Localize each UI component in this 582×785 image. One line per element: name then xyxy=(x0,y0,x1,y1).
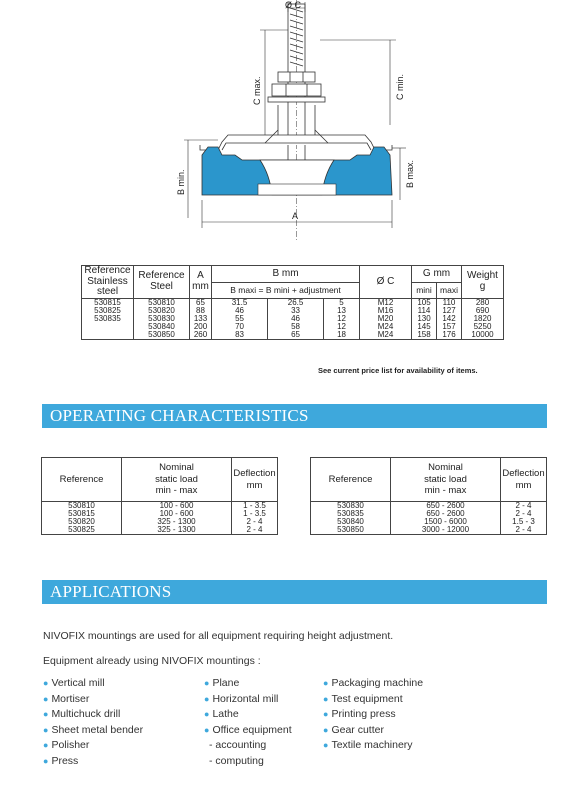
list-item-label: Plane xyxy=(212,677,240,689)
cell-adjustment: 12 xyxy=(324,323,360,331)
header-g-maxi: maxi xyxy=(437,283,462,298)
list-item xyxy=(43,692,143,708)
bullet-icon: ● xyxy=(43,709,49,720)
header-load-line1: Nominal xyxy=(159,462,194,474)
bullet-icon: ● xyxy=(43,740,49,751)
header-load-line3: min - max xyxy=(155,485,198,497)
header-deflection-line2: mm xyxy=(515,479,532,491)
bullet-icon: ● xyxy=(43,693,49,704)
cell-steel: 530820 xyxy=(134,307,190,315)
operating-table-right xyxy=(310,457,547,535)
list-item-label: Packaging machine xyxy=(331,677,424,689)
cell-g-maxi: 157 xyxy=(437,323,462,331)
header-load xyxy=(391,458,501,502)
list-item-label: Vertical mill xyxy=(51,677,105,689)
cell-g-mini: 130 xyxy=(412,315,437,323)
list-item-label: Lathe xyxy=(212,708,239,721)
header-load-line3: min - max xyxy=(424,485,467,497)
list-item-label: Office equipment xyxy=(212,723,292,736)
cell-stainless: 530815 xyxy=(82,298,134,307)
cell-g-mini: 158 xyxy=(412,331,437,340)
header-deflection-line2: mm xyxy=(246,479,263,491)
operating-characteristics-banner: OPERATING CHARACTERISTICS xyxy=(42,404,547,428)
cell-deflection: 1.5 - 3 xyxy=(501,518,547,526)
cell-b-mini: 65 xyxy=(268,331,324,340)
cell-b-maxi: 83 xyxy=(212,331,268,340)
header-b-sub: B maxi = B mini + adjustment xyxy=(212,283,360,298)
cell-weight: 10000 xyxy=(462,331,504,340)
header-load-line2: static load xyxy=(155,473,198,485)
cell-load: 650 - 2600 xyxy=(391,502,501,511)
cell-adjustment: 5 xyxy=(324,298,360,307)
cell-reference: 530815 xyxy=(42,510,122,518)
header-deflection-line1: Deflection xyxy=(502,468,545,480)
label-c-max: C max. xyxy=(252,76,262,105)
applications-banner: APPLICATIONS xyxy=(42,580,547,604)
list-item-label: Horizontal mill xyxy=(212,692,279,705)
cell-g-mini: 145 xyxy=(412,323,437,331)
cell-b-mini: 46 xyxy=(268,315,324,323)
list-item xyxy=(204,692,292,708)
applications-already-using: Equipment already using NIVOFIX mountings : xyxy=(43,655,261,667)
header-weight-label: Weight xyxy=(467,270,498,282)
cell-load: 650 - 2600 xyxy=(391,510,501,518)
cell-stainless: 530825 xyxy=(82,307,134,315)
cell-stainless xyxy=(82,323,134,331)
cell-a: 88 xyxy=(190,307,212,315)
cell-reference: 530835 xyxy=(311,510,391,518)
applications-column-3 xyxy=(323,676,423,754)
list-item xyxy=(323,738,423,754)
list-item xyxy=(43,676,143,692)
list-item-label: Sheet metal bender xyxy=(51,723,144,736)
label-b-max: B max. xyxy=(405,159,415,188)
cell-load: 325 - 1300 xyxy=(122,526,232,535)
cell-adjustment: 12 xyxy=(324,315,360,323)
list-item xyxy=(43,754,143,770)
dimensions-table xyxy=(81,265,504,340)
bullet-icon: ● xyxy=(43,724,49,735)
cell-reference: 530840 xyxy=(311,518,391,526)
cell-a: 260 xyxy=(190,331,212,340)
list-subitem: - computing xyxy=(209,754,264,767)
header-deflection xyxy=(501,458,547,502)
label-c-min: C min. xyxy=(395,73,405,100)
header-a-label: A xyxy=(197,270,204,282)
cell-stainless: 530835 xyxy=(82,315,134,323)
cell-weight: 5250 xyxy=(462,323,504,331)
bullet-icon: ● xyxy=(43,755,49,766)
applications-intro: NIVOFIX mountings are used for all equipment requiring height adjustment. xyxy=(43,630,394,642)
cell-b-maxi: 31.5 xyxy=(212,298,268,307)
list-item-label: Test equipment xyxy=(331,692,403,705)
list-item xyxy=(323,676,423,692)
cell-g-maxi: 110 xyxy=(437,298,462,307)
header-weight xyxy=(462,266,504,299)
list-item-label: Mortiser xyxy=(51,692,90,705)
bullet-icon: ● xyxy=(323,678,329,688)
cell-steel: 530840 xyxy=(134,323,190,331)
list-item xyxy=(204,707,292,723)
list-item xyxy=(204,723,292,739)
table-row xyxy=(82,331,504,340)
cell-deflection: 2 - 4 xyxy=(501,502,547,511)
cell-deflection: 1 - 3.5 xyxy=(232,510,278,518)
applications-column-1 xyxy=(43,676,143,770)
cell-stainless xyxy=(82,331,134,340)
cell-steel: 530810 xyxy=(134,298,190,307)
cell-adjustment: 18 xyxy=(324,331,360,340)
list-item xyxy=(323,707,423,723)
header-g: G mm xyxy=(412,266,462,283)
header-weight-unit: g xyxy=(479,280,486,292)
cell-g-mini: 105 xyxy=(412,298,437,307)
cell-deflection: 1 - 3.5 xyxy=(232,502,278,511)
cell-reference: 530825 xyxy=(42,526,122,535)
cell-adjustment: 13 xyxy=(324,307,360,315)
label-phi-c: Ø C xyxy=(285,0,302,10)
bullet-icon: ● xyxy=(204,724,210,735)
cell-b-mini: 26.5 xyxy=(268,298,324,307)
cell-load: 100 - 600 xyxy=(122,502,232,511)
bullet-icon: ● xyxy=(204,709,210,720)
header-reference: Reference xyxy=(42,458,122,502)
table-row xyxy=(311,526,547,535)
cell-c: M12 xyxy=(360,298,412,307)
cell-c: M24 xyxy=(360,331,412,340)
bullet-icon: ● xyxy=(323,740,329,751)
list-item-label: Textile machinery xyxy=(331,739,413,752)
cell-weight: 1820 xyxy=(462,315,504,323)
cell-steel: 530830 xyxy=(134,315,190,323)
list-item xyxy=(43,723,143,739)
cell-c: M20 xyxy=(360,315,412,323)
list-item-label: Press xyxy=(51,754,79,767)
cell-g-mini: 114 xyxy=(412,307,437,315)
list-item xyxy=(204,676,292,692)
header-deflection-line1: Deflection xyxy=(233,468,276,480)
header-load xyxy=(122,458,232,502)
cell-c: M24 xyxy=(360,323,412,331)
cell-g-maxi: 127 xyxy=(437,307,462,315)
cell-b-mini: 58 xyxy=(268,323,324,331)
bullet-icon: ● xyxy=(323,709,329,720)
bullet-icon: ● xyxy=(43,678,49,688)
label-a: A xyxy=(292,211,299,221)
cell-reference: 530810 xyxy=(42,502,122,511)
cell-b-mini: 33 xyxy=(268,307,324,315)
cell-load: 100 - 600 xyxy=(122,510,232,518)
cell-b-maxi: 46 xyxy=(212,307,268,315)
cell-reference: 530820 xyxy=(42,518,122,526)
label-b-min: B min. xyxy=(176,169,186,195)
list-item xyxy=(323,692,423,708)
header-a xyxy=(190,266,212,299)
header-c: Ø C xyxy=(360,266,412,299)
header-a-unit: mm xyxy=(192,280,209,292)
header-reference: Reference xyxy=(311,458,391,502)
cell-steel: 530850 xyxy=(134,331,190,340)
cell-weight: 690 xyxy=(462,307,504,315)
list-item-label: Multichuck drill xyxy=(51,708,121,721)
header-ref-steel: Reference Steel xyxy=(134,266,190,299)
bullet-icon: ● xyxy=(204,693,210,704)
cell-reference: 530830 xyxy=(311,502,391,511)
bullet-icon: ● xyxy=(323,724,329,735)
cell-g-maxi: 142 xyxy=(437,315,462,323)
list-item-label: Gear cutter xyxy=(331,723,384,736)
list-item-label: Polisher xyxy=(51,739,90,752)
cell-load: 325 - 1300 xyxy=(122,518,232,526)
bullet-icon: ● xyxy=(323,693,329,704)
operating-table-left xyxy=(41,457,278,535)
list-subitem: - accounting xyxy=(209,739,267,752)
cell-g-maxi: 176 xyxy=(437,331,462,340)
cell-weight: 280 xyxy=(462,298,504,307)
cell-a: 200 xyxy=(190,323,212,331)
cell-a: 65 xyxy=(190,298,212,307)
cell-deflection: 2 - 4 xyxy=(501,510,547,518)
cell-deflection: 2 - 4 xyxy=(232,526,278,535)
cell-b-maxi: 55 xyxy=(212,315,268,323)
mounting-technical-drawing xyxy=(160,0,422,240)
cell-b-maxi: 70 xyxy=(212,323,268,331)
list-item xyxy=(323,723,423,739)
header-ref-stainless: Reference Stainless steel xyxy=(82,266,134,299)
cell-c: M16 xyxy=(360,307,412,315)
list-item xyxy=(43,738,143,754)
list-item-label: Printing press xyxy=(331,708,396,721)
header-load-line1: Nominal xyxy=(428,462,463,474)
cell-deflection: 2 - 4 xyxy=(232,518,278,526)
cell-load: 1500 - 6000 xyxy=(391,518,501,526)
cell-reference: 530850 xyxy=(311,526,391,535)
list-item xyxy=(43,707,143,723)
header-deflection xyxy=(232,458,278,502)
cell-deflection: 2 - 4 xyxy=(501,526,547,535)
cell-a: 133 xyxy=(190,315,212,323)
header-g-mini: mini xyxy=(412,283,437,298)
bullet-icon: ● xyxy=(204,678,210,688)
cell-load: 3000 - 12000 xyxy=(391,526,501,535)
table-row xyxy=(42,526,278,535)
applications-column-2 xyxy=(204,676,292,770)
header-b: B mm xyxy=(212,266,360,283)
availability-note: See current price list for availability of items. xyxy=(318,366,478,375)
header-load-line2: static load xyxy=(424,473,467,485)
